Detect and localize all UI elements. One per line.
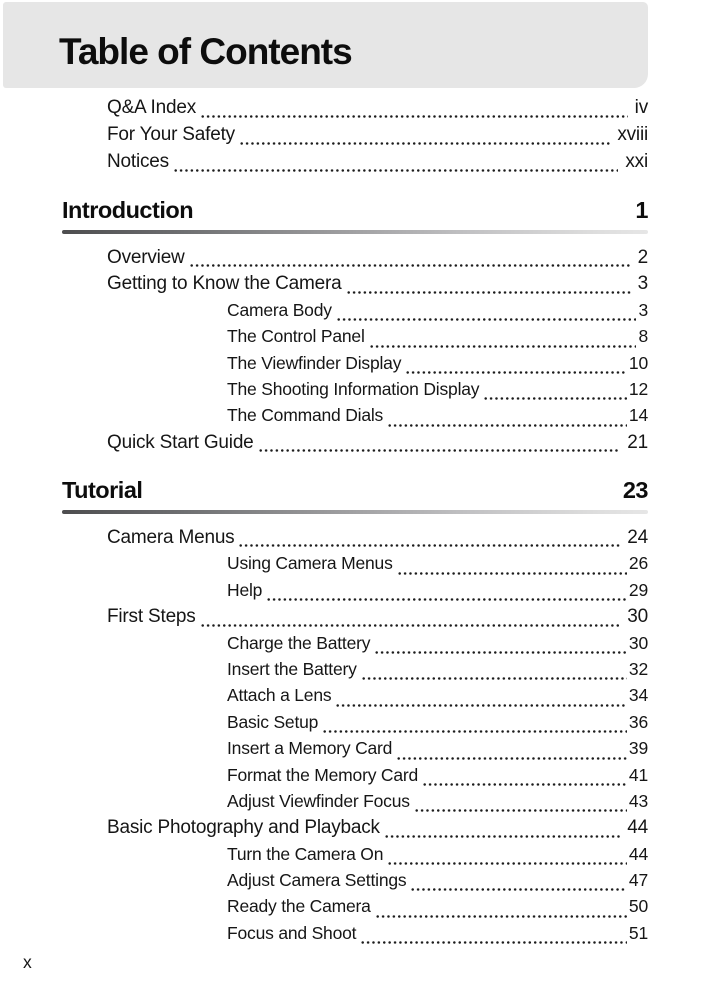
toc-entry: [107, 870, 648, 896]
toc-entry-page: 3: [638, 299, 648, 320]
toc-entry-page: 50: [628, 896, 648, 917]
toc-entry-label: Insert the Battery: [227, 658, 357, 679]
toc-entry-page: 24: [627, 527, 648, 548]
dot-leader: [258, 437, 621, 458]
toc-entry: [107, 97, 648, 124]
toc-entry-page: 32: [628, 658, 648, 679]
toc-entry-page: 21: [627, 431, 648, 453]
toc-entry: [107, 606, 648, 632]
section-heading: [62, 197, 648, 224]
toc-entry-page: 47: [628, 870, 648, 891]
toc-entry-page: iv: [634, 97, 648, 118]
toc-entry-page: 30: [627, 606, 648, 628]
toc-entry-label: Adjust Camera Settings: [227, 870, 407, 891]
toc-entry-page: xxi: [625, 151, 648, 172]
toc-entry: [107, 659, 648, 685]
toc-entry-page: 34: [628, 685, 648, 706]
toc-entry-label: The Command Dials: [227, 405, 384, 426]
toc-entry-label: Turn the Camera On: [227, 843, 384, 864]
dot-leader: [173, 157, 618, 178]
toc-entry: [107, 405, 648, 431]
dot-leader: [239, 130, 610, 151]
section-divider-rule: [62, 230, 648, 234]
dot-leader: [397, 561, 627, 580]
toc-entry-page: 39: [628, 738, 648, 759]
toc-entry-label: Focus and Shoot: [227, 922, 357, 943]
toc-entry-label: The Shooting Information Display: [227, 378, 480, 399]
toc-entry-page: 3: [637, 273, 648, 295]
page-title: Table of Contents: [59, 31, 352, 72]
dot-leader: [387, 412, 627, 431]
dot-leader: [422, 772, 627, 791]
dot-leader: [410, 877, 626, 896]
toc-entry-page: 36: [628, 711, 648, 732]
toc-entry-page: 14: [628, 405, 648, 426]
toc-entry: [107, 553, 648, 579]
toc-entry-label: Using Camera Menus: [227, 553, 393, 574]
toc-entry-label: Notices: [107, 151, 169, 172]
dot-leader: [322, 719, 627, 738]
toc-entry: [107, 633, 648, 659]
toc-entry-page: 12: [628, 378, 648, 399]
toc-entry: [107, 353, 648, 379]
section-page-number: 23: [622, 477, 648, 503]
toc-entry-page: xviii: [617, 124, 648, 145]
dot-leader: [200, 103, 628, 124]
toc-entry-label: Getting to Know the Camera: [107, 273, 342, 295]
toc-entry-label: Help: [227, 579, 263, 600]
toc-entry: [107, 817, 648, 843]
section-entry-list: [62, 247, 648, 458]
section-title: Introduction: [62, 197, 194, 223]
toc-entry-label: Overview: [107, 247, 185, 268]
toc-entry: [107, 685, 648, 711]
dot-leader: [483, 386, 627, 405]
front-matter-list: [107, 97, 648, 178]
section-heading: [62, 477, 648, 504]
toc-entry-label: Attach a Lens: [227, 685, 332, 706]
dot-leader: [374, 640, 627, 659]
dot-leader: [405, 360, 627, 379]
toc-entry: [107, 379, 648, 405]
toc-entry: [107, 765, 648, 791]
section-introduction: [62, 197, 648, 458]
toc-entry-label: Insert a Memory Card: [227, 738, 393, 759]
toc-entry-label: Camera Body: [227, 299, 332, 320]
toc-entry: [107, 712, 648, 738]
toc-entry-page: 51: [628, 922, 648, 943]
toc-entry-label: Q&A Index: [107, 97, 197, 118]
toc-entry: [107, 432, 648, 458]
dot-leader: [361, 666, 627, 685]
dot-leader: [336, 307, 637, 326]
toc-entry-page: 26: [628, 553, 648, 574]
dot-leader: [396, 745, 627, 764]
toc-entry-page: 8: [638, 326, 648, 347]
toc-entry-page: 2: [637, 247, 648, 268]
toc-entry-label: Camera Menus: [107, 527, 235, 548]
toc-entry-label: Charge the Battery: [227, 632, 371, 653]
section-page-number: 1: [635, 197, 648, 223]
toc-entry-label: Basic Setup: [227, 711, 319, 732]
header-band: [3, 2, 648, 88]
toc-entry: [107, 580, 648, 606]
toc-entry-page: 44: [627, 817, 648, 839]
toc-entry-label: Ready the Camera: [227, 896, 371, 917]
toc-entry: [107, 923, 648, 949]
toc-entry-page: 43: [628, 790, 648, 811]
toc-entry: [107, 791, 648, 817]
toc-entry: [107, 151, 648, 178]
dot-leader: [387, 851, 627, 870]
toc-entry-label: Quick Start Guide: [107, 431, 254, 453]
dot-leader: [360, 930, 627, 949]
toc-entry: [107, 247, 648, 273]
toc-entry: [107, 527, 648, 553]
dot-leader: [200, 612, 621, 633]
dot-leader: [346, 279, 631, 300]
toc-entry-page: 10: [628, 352, 648, 373]
folio-page-number: x: [23, 952, 32, 972]
dot-leader: [189, 253, 631, 274]
section-tutorial: [62, 477, 648, 949]
dot-leader: [335, 692, 627, 711]
dot-leader: [414, 798, 627, 817]
dot-leader: [238, 533, 620, 554]
dot-leader: [266, 587, 627, 606]
toc-entry: [107, 273, 648, 299]
toc-entry-label: Adjust Viewfinder Focus: [227, 790, 410, 811]
toc-entry-label: Basic Photography and Playback: [107, 817, 380, 839]
dot-leader: [369, 333, 637, 352]
toc-entry-label: The Control Panel: [227, 326, 365, 347]
toc-entry: [107, 300, 648, 326]
section-divider-rule: [62, 510, 648, 514]
toc-entry-label: Format the Memory Card: [227, 764, 419, 785]
toc-entry: [107, 896, 648, 922]
toc-entry-label: The Viewfinder Display: [227, 352, 402, 373]
dot-leader: [384, 823, 620, 844]
toc-entry: [107, 844, 648, 870]
toc-entry-page: 29: [628, 579, 648, 600]
toc-entry: [107, 738, 648, 764]
toc-entry-label: First Steps: [107, 606, 196, 628]
toc-entry-page: 44: [628, 843, 648, 864]
toc-entry-page: 41: [628, 764, 648, 785]
section-title: Tutorial: [62, 477, 143, 503]
dot-leader: [375, 904, 627, 923]
toc-entry: [107, 124, 648, 151]
toc-entry-page: 30: [628, 632, 648, 653]
section-entry-list: [62, 527, 648, 949]
toc-entry-label: For Your Safety: [107, 124, 235, 145]
toc-entry: [107, 326, 648, 352]
